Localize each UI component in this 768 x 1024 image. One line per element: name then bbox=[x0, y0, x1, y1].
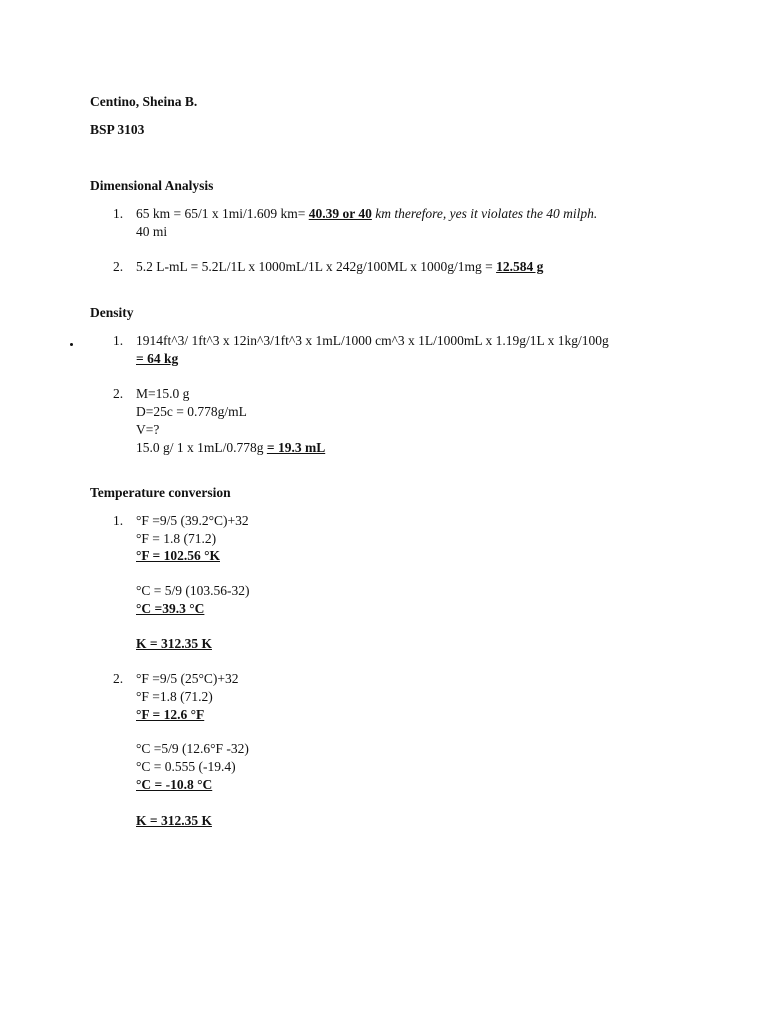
temp-item-2-line-4: °C =5/9 (12.6°F -32) bbox=[136, 741, 249, 756]
dimensional-item-1-line-2: 40 mi bbox=[136, 224, 168, 239]
section-title-density: Density bbox=[90, 305, 134, 320]
dimensional-item-1-line-1: 65 km = 65/1 x 1mi/1.609 km= 40.39 or 40 km therefore, yes it violates the 40 milph. bbox=[136, 206, 598, 221]
density-item-2-line-1: M=15.0 g bbox=[136, 386, 190, 401]
temp-item-2-line-5: °C = 0.555 (-19.4) bbox=[136, 759, 236, 774]
temp-item-1-line-3: °F = 102.56 °K bbox=[136, 548, 220, 563]
list-number: 1. bbox=[113, 513, 124, 528]
temp-item-2-line-3: °F = 12.6 °F bbox=[136, 707, 205, 722]
density-item-2-line-4: 15.0 g/ 1 x 1mL/0.778g = 19.3 mL bbox=[136, 440, 326, 455]
answer: 40.39 or 40 bbox=[308, 206, 372, 221]
temp-item-1-line-5: °C =39.3 °C bbox=[136, 601, 205, 616]
density-item-2-line-2: D=25c = 0.778g/mL bbox=[136, 404, 247, 419]
section-title-dimensional: Dimensional Analysis bbox=[90, 178, 214, 193]
list-number: 2. bbox=[113, 386, 124, 401]
list-number: 2. bbox=[113, 671, 124, 686]
course-code: BSP 3103 bbox=[90, 122, 145, 137]
temp-item-1-line-1: °F =9/5 (39.2°C)+32 bbox=[136, 513, 249, 528]
temp-item-2-line-7: K = 312.35 K bbox=[136, 813, 212, 828]
temp-item-1-line-2: °F = 1.8 (71.2) bbox=[136, 531, 217, 546]
temp-item-1-line-6: K = 312.35 K bbox=[136, 636, 212, 651]
temp-item-1-line-4: °C = 5/9 (103.56-32) bbox=[136, 583, 250, 598]
answer: 12.584 g bbox=[496, 259, 544, 274]
answer: = 19.3 mL bbox=[266, 440, 326, 455]
temp-item-2-line-6: °C = -10.8 °C bbox=[136, 777, 213, 792]
list-number: 1. bbox=[113, 333, 124, 348]
dimensional-item-2: 5.2 L-mL = 5.2L/1L x 1000mL/1L x 242g/100ML x 1000g/1mg = 12.584 g bbox=[136, 259, 544, 274]
temp-item-2-line-1: °F =9/5 (25°C)+32 bbox=[136, 671, 239, 686]
section-title-temperature: Temperature conversion bbox=[90, 485, 231, 500]
list-number: 2. bbox=[113, 259, 124, 274]
student-name: Centino, Sheina B. bbox=[90, 94, 198, 109]
density-item-1-line-1: 1914ft^3/ 1ft^3 x 12in^3/1ft^3 x 1mL/1000 cm^3 x 1L/1000mL x 1.19g/1L x 1kg/100g bbox=[136, 333, 609, 348]
stray-dot bbox=[70, 343, 73, 346]
density-item-1-answer: = 64 kg bbox=[136, 351, 179, 366]
density-item-2-line-3: V=? bbox=[136, 422, 160, 437]
list-number: 1. bbox=[113, 206, 124, 221]
temp-item-2-line-2: °F =1.8 (71.2) bbox=[136, 689, 213, 704]
